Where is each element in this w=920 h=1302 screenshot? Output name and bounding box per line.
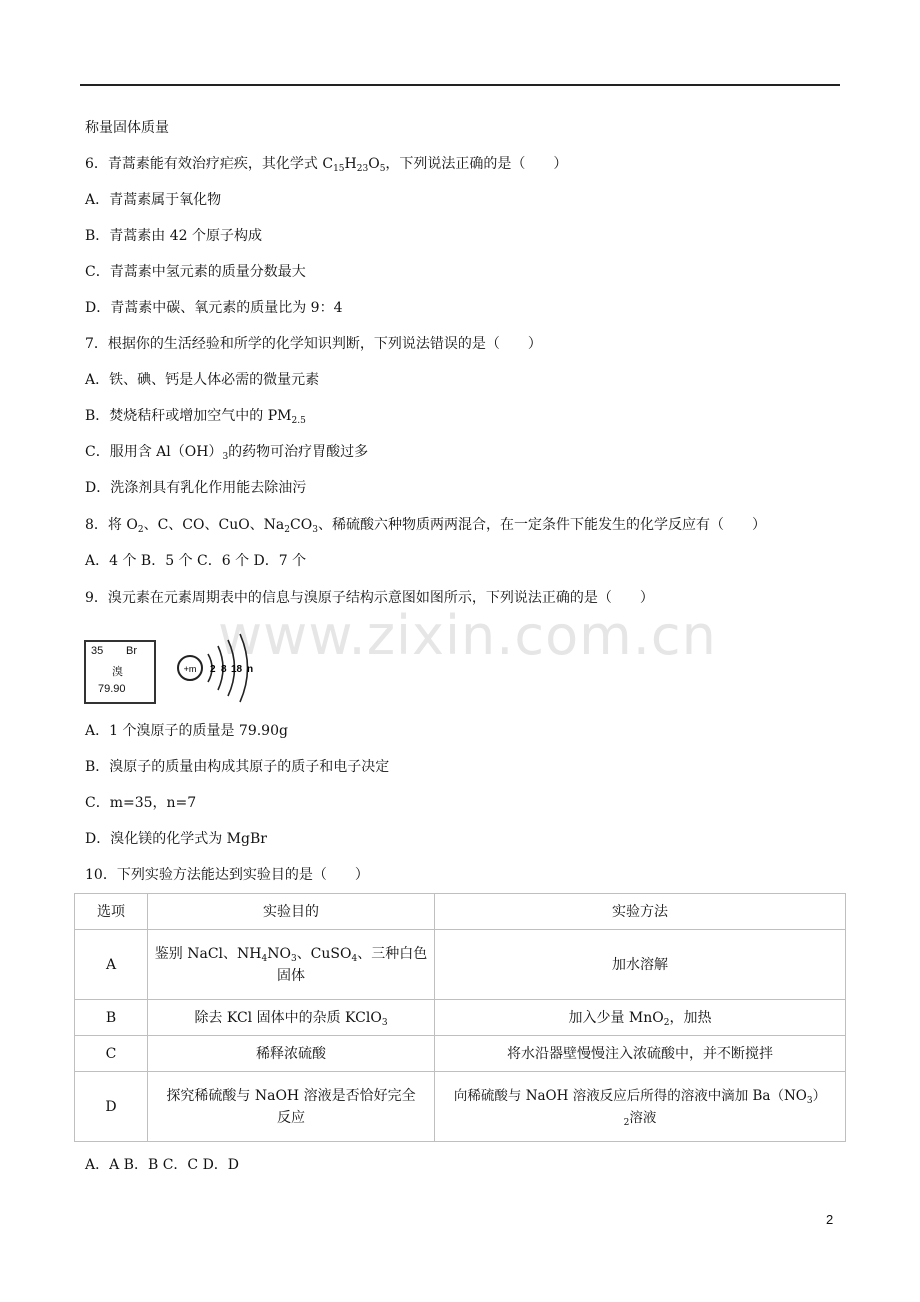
table-header-row [75, 894, 846, 930]
option-6c: C．青蒿素中氢元素的质量分数最大 [85, 264, 306, 280]
row-option: D [75, 1072, 148, 1142]
element-card [84, 640, 156, 704]
page-number: 2 [826, 1212, 834, 1227]
experiment-table [74, 893, 846, 1142]
row-method: 加水溶解 [435, 930, 846, 1000]
table-row [75, 1036, 846, 1072]
watermark: www.zixin.com.cn [218, 604, 717, 667]
question-9: 9．溴元素在元素周期表中的信息与溴原子结构示意图如图所示，下列说法正确的是（ ） [85, 590, 654, 606]
option-7d: D．洗涤剂具有乳化作用能去除油污 [85, 480, 307, 496]
option-9a: A．1 个溴原子的质量是 79.90g [85, 723, 288, 739]
row-method: 将水沿器壁慢慢注入浓硫酸中，并不断搅拌 [435, 1036, 846, 1072]
option-6d: D．青蒿素中碳、氧元素的质量比为 9：4 [85, 300, 343, 316]
table-row [75, 1000, 846, 1036]
option-9b: B．溴原子的质量由构成其原子的质子和电子决定 [85, 759, 390, 775]
option-6b: B．青蒿素由 42 个原子构成 [85, 228, 263, 244]
option-7a: A．铁、碘、钙是人体必需的微量元素 [85, 372, 320, 388]
option-9c: C．m=35，n=7 [85, 795, 197, 811]
option-9d: D．溴化镁的化学式为 MgBr [85, 831, 267, 847]
option-7b: B．焚烧秸秆或增加空气中的 $PM_{2.5}$ [85, 408, 306, 426]
shell-count-2: 8 [221, 664, 227, 675]
text-line: 称量固体质量 [85, 120, 169, 136]
row-option: A [75, 930, 148, 1000]
atomic-number: 35 [91, 645, 104, 657]
table-row [75, 930, 846, 1000]
header-option: 选项 [75, 894, 148, 930]
element-symbol: Br [126, 645, 137, 657]
nucleus-label: +m [183, 664, 197, 674]
atomic-mass: 79.90 [98, 683, 126, 695]
row-option: B [75, 1000, 148, 1036]
header-method: 实验方法 [435, 894, 846, 930]
header-purpose: 实验目的 [148, 894, 435, 930]
options-8: A．4 个 B．5 个 C．6 个 D．7 个 [85, 553, 307, 569]
shell-count-1: 2 [210, 664, 216, 675]
row-method: 向稀硫酸与 NaOH 溶液反应后所得的溶液中滴加 $Ba(NO_3)$ $_2$溶液 [435, 1072, 846, 1142]
shell-count-3: 18 [231, 664, 243, 675]
option-6a: A．青蒿素属于氧化物 [85, 192, 222, 208]
row-option: C [75, 1036, 148, 1072]
row-purpose: 除去 KCl 固体中的杂质 KClO$_3$ [148, 1000, 435, 1036]
question-6: 6．青蒿素能有效治疗疟疾，其化学式 $C_{15}H_{23}O_5$，下列说法正确的是（ ） [85, 156, 568, 174]
row-purpose: 稀释浓硫酸 [148, 1036, 435, 1072]
row-method: 加入少量 MnO$_2$，加热 [435, 1000, 846, 1036]
option-7c: C．服用含 $Al(OH)_3$的药物可治疗胃酸过多 [85, 444, 369, 462]
table-row [75, 1072, 846, 1142]
row-purpose: 探究稀硫酸与 NaOH 溶液是否恰好完全 反应 [148, 1072, 435, 1142]
options-10: A．A B．B C．C D．D [85, 1157, 240, 1173]
atom-structure-diagram [170, 628, 260, 708]
question-7: 7．根据你的生活经验和所学的化学知识判断，下列说法错误的是（ ） [85, 336, 542, 352]
header-rule [80, 84, 840, 86]
question-10: 10．下列实验方法能达到实验目的是（ ） [85, 867, 369, 883]
shell-count-4: n [247, 664, 254, 675]
question-8: 8．将 $O_2$、C、CO、CuO、$Na_2CO_3$、稀硫酸六种物质两两混合，在一定条件下能发生的化学反应有（ ） [85, 517, 766, 535]
row-purpose: 鉴别 NaCl、$NH_4NO_3$、CuSO$_4$、三种白色 固体 [148, 930, 435, 1000]
element-name: 溴 [112, 666, 123, 678]
